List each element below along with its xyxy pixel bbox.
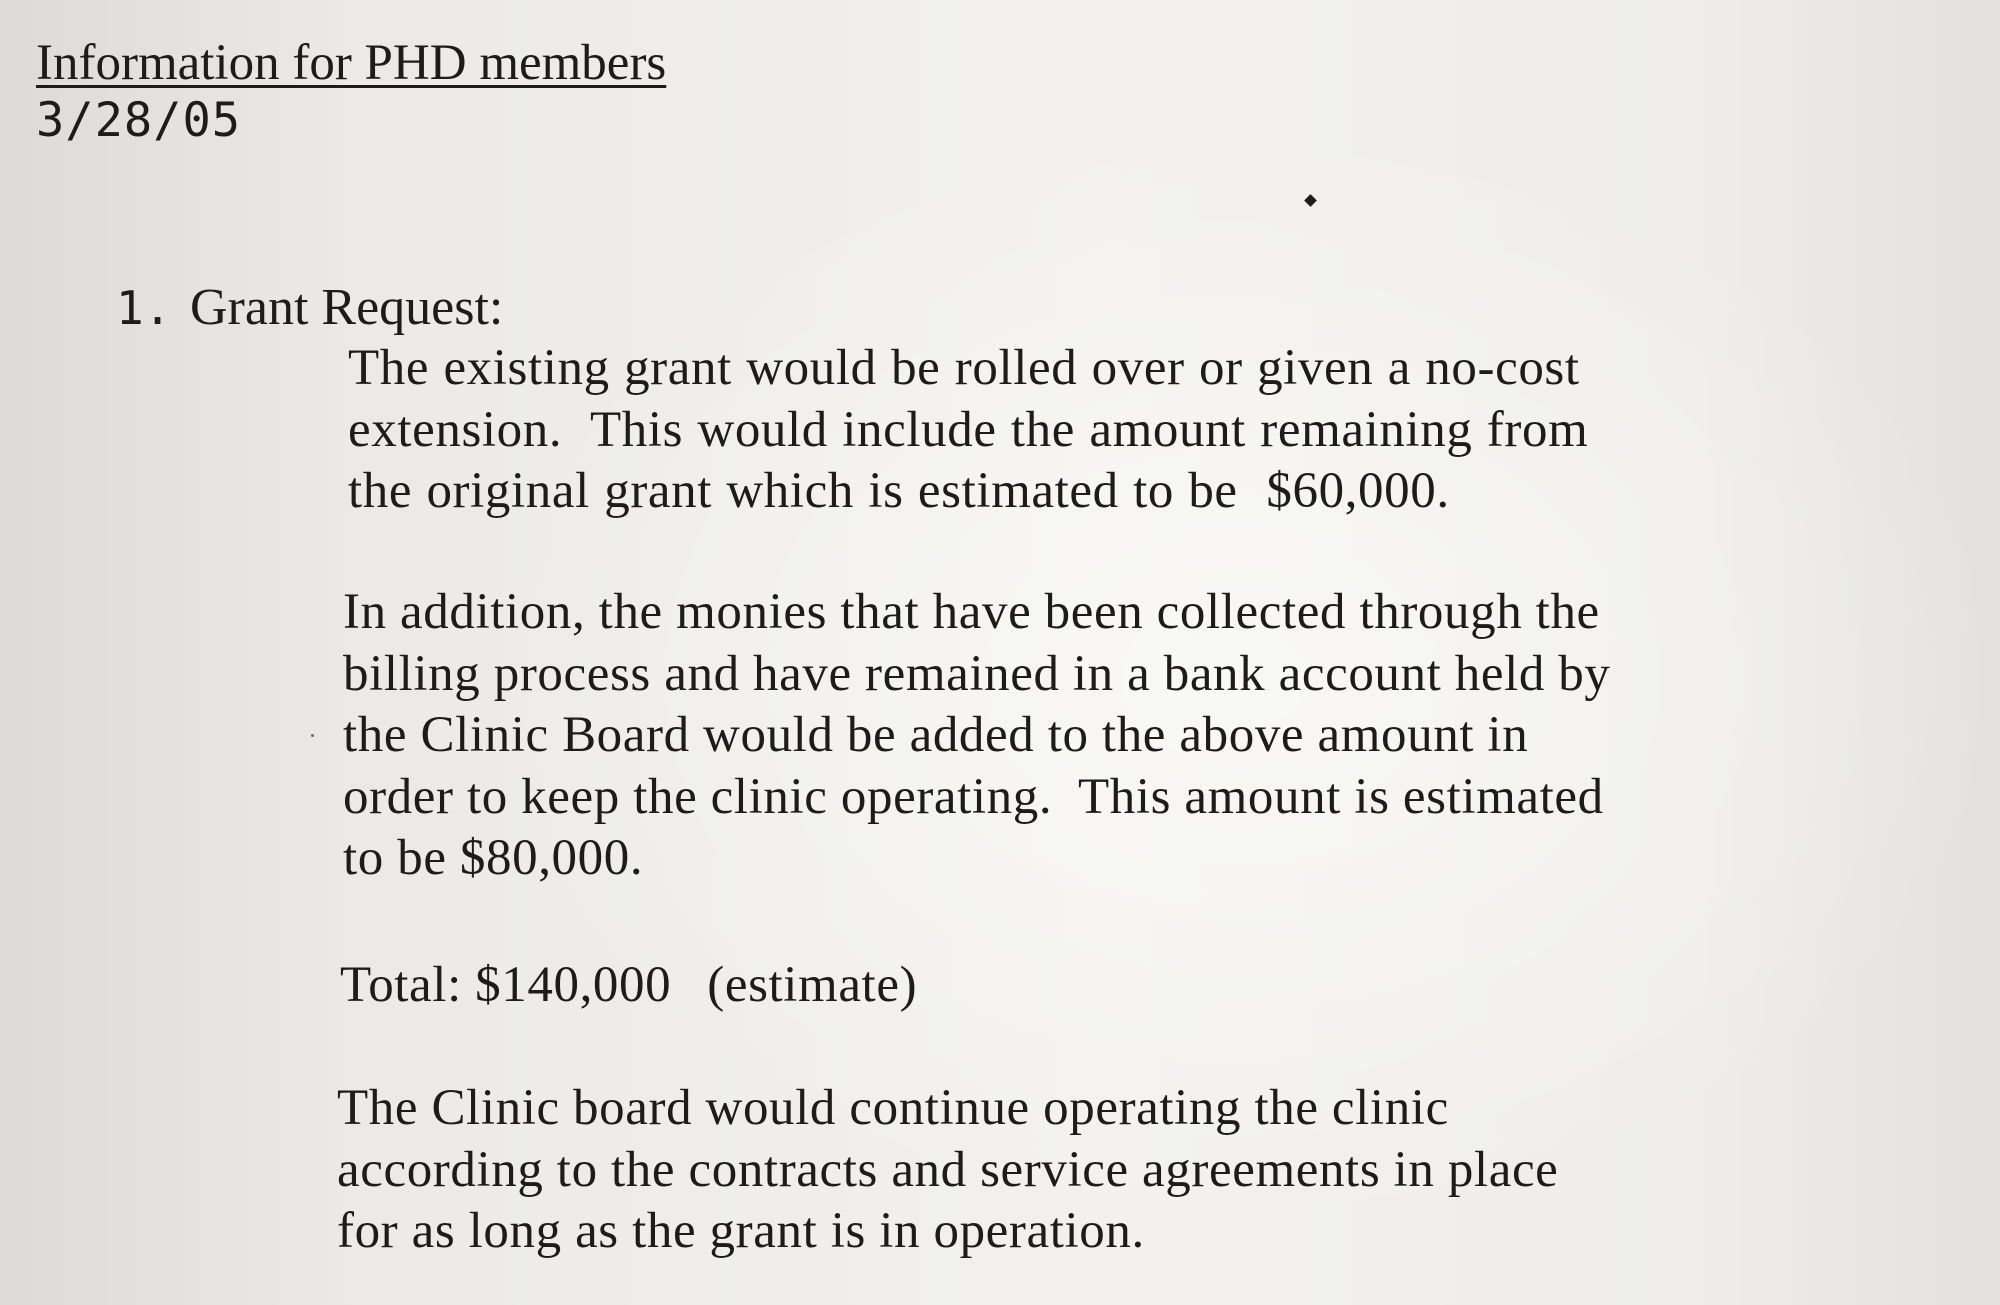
total-line: [340, 955, 917, 1017]
paper-speck-mark: [311, 734, 314, 737]
document-header: [36, 34, 666, 150]
paragraph-line: the original grant which is estimated to be $60,000.: [348, 463, 1450, 519]
paragraph-line: In addition, the monies that have been collected through the: [343, 584, 1600, 640]
paragraph-line: order to keep the clinic operating. This amount is estimated: [343, 768, 1604, 825]
section-heading: [116, 278, 503, 338]
total-amount: Total: $140,000: [340, 957, 672, 1013]
paragraph-additional-monies: [343, 582, 1611, 890]
paragraph-line: for as long as the grant is in operation.: [337, 1203, 1145, 1259]
paragraph-line: billing process and have remained in a bank account held by: [343, 645, 1611, 702]
paragraph-line: according to the contracts and service agreements in place: [337, 1141, 1559, 1198]
ink-dot-mark: [1304, 194, 1317, 207]
section-title: Grant Request:: [190, 279, 504, 336]
document-title: Information for PHD members: [36, 35, 667, 91]
paragraph-clinic-board: [337, 1078, 1558, 1263]
section-number: 1.: [116, 281, 172, 335]
paragraph-line: the Clinic Board would be added to the above amount in: [343, 707, 1529, 763]
paragraph-existing-grant: [348, 338, 1588, 523]
paragraph-line: to be $80,000.: [343, 830, 644, 886]
total-note: (estimate): [707, 957, 918, 1013]
paragraph-line: The Clinic board would continue operating the clinic: [337, 1080, 1449, 1136]
paragraph-line: The existing grant would be rolled over or given a no-cost: [348, 340, 1580, 396]
paragraph-line: extension. This would include the amount remaining from: [348, 401, 1589, 458]
document-date: 3/28/05: [36, 93, 242, 148]
